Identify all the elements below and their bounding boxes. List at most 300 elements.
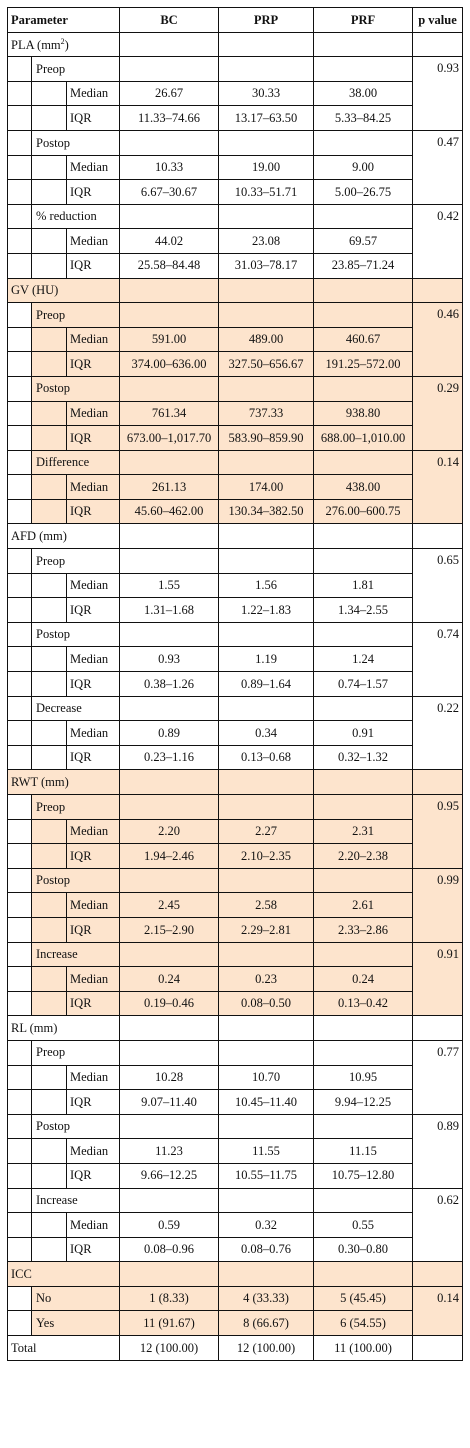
empty-cell	[120, 524, 219, 549]
empty-cell	[219, 549, 314, 574]
indent-cell	[32, 229, 67, 254]
empty-cell	[413, 32, 463, 57]
empty-cell	[413, 278, 463, 303]
value-cell: 9.94–12.25	[314, 1090, 413, 1115]
stat-label: IQR	[67, 745, 120, 770]
indent-cell	[8, 721, 32, 746]
value-cell: 0.24	[120, 967, 219, 992]
indent-cell	[8, 229, 32, 254]
indent-cell	[8, 155, 32, 180]
section-label	[8, 524, 120, 549]
indent-cell	[32, 1065, 67, 1090]
p-value: 0.62	[413, 1188, 463, 1262]
indent-cell	[32, 155, 67, 180]
indent-cell	[32, 401, 67, 426]
empty-cell	[120, 32, 219, 57]
value-cell: 327.50–656.67	[219, 352, 314, 377]
table-row	[8, 327, 463, 352]
value-cell: 23.08	[219, 229, 314, 254]
p-value: 0.46	[413, 303, 463, 377]
empty-cell	[219, 130, 314, 155]
table-row	[8, 598, 463, 623]
indent-cell	[32, 672, 67, 697]
empty-cell	[314, 278, 413, 303]
indent-cell	[8, 253, 32, 278]
indent-cell	[8, 352, 32, 377]
table-row	[8, 819, 463, 844]
value-cell: 6 (54.55)	[314, 1311, 413, 1336]
empty-cell	[120, 130, 219, 155]
subgroup-label: Preop	[32, 57, 120, 82]
empty-cell	[120, 450, 219, 475]
table-row	[8, 1188, 463, 1213]
stat-label: Median	[67, 573, 120, 598]
empty-cell	[219, 1016, 314, 1041]
subgroup-label: Postop	[32, 622, 120, 647]
table-row	[8, 647, 463, 672]
value-cell: 0.32	[219, 1213, 314, 1238]
table-row	[8, 795, 463, 820]
table-row	[8, 917, 463, 942]
value-cell: 5 (45.45)	[314, 1286, 413, 1311]
stat-label: IQR	[67, 499, 120, 524]
indent-cell	[8, 622, 32, 647]
empty-cell	[120, 1016, 219, 1041]
section-label	[8, 32, 120, 57]
value-cell: 0.19–0.46	[120, 991, 219, 1016]
table-row	[8, 229, 463, 254]
empty-cell	[314, 1262, 413, 1287]
empty-cell	[314, 130, 413, 155]
header-group-prf: PRF	[314, 8, 413, 33]
value-cell: 0.32–1.32	[314, 745, 413, 770]
value-cell: 2.15–2.90	[120, 917, 219, 942]
indent-cell	[8, 204, 32, 229]
indent-cell	[32, 1213, 67, 1238]
p-value: 0.14	[413, 450, 463, 524]
indent-cell	[32, 967, 67, 992]
value-cell: 2.58	[219, 893, 314, 918]
table-row	[8, 1040, 463, 1065]
indent-cell	[32, 598, 67, 623]
value-cell: 5.33–84.25	[314, 106, 413, 131]
value-cell: 23.85–71.24	[314, 253, 413, 278]
table-row	[8, 253, 463, 278]
category-label: Yes	[32, 1311, 120, 1336]
section-label-text: RL (mm)	[11, 1020, 58, 1035]
empty-cell	[219, 1114, 314, 1139]
stat-label: IQR	[67, 352, 120, 377]
p-value: 0.91	[413, 942, 463, 1016]
empty-cell	[413, 524, 463, 549]
table-row	[8, 303, 463, 328]
empty-cell	[413, 1262, 463, 1287]
empty-cell	[219, 524, 314, 549]
indent-cell	[32, 1237, 67, 1262]
empty-cell	[219, 1188, 314, 1213]
indent-cell	[32, 81, 67, 106]
stat-label: Median	[67, 721, 120, 746]
value-cell: 9.00	[314, 155, 413, 180]
indent-cell	[8, 1114, 32, 1139]
p-value: 0.14	[413, 1286, 463, 1335]
table-row	[8, 204, 463, 229]
empty-cell	[219, 868, 314, 893]
stat-label: Median	[67, 155, 120, 180]
stat-label: IQR	[67, 991, 120, 1016]
table-row	[8, 450, 463, 475]
empty-cell	[314, 376, 413, 401]
subgroup-label: Postop	[32, 868, 120, 893]
indent-cell	[32, 721, 67, 746]
p-value: 0.93	[413, 57, 463, 131]
subgroup-label: Postop	[32, 130, 120, 155]
table-row	[8, 1016, 463, 1041]
subgroup-label: Postop	[32, 376, 120, 401]
value-cell: 0.89	[120, 721, 219, 746]
indent-cell	[8, 475, 32, 500]
value-cell: 11.55	[219, 1139, 314, 1164]
value-cell: 11.23	[120, 1139, 219, 1164]
value-cell: 0.34	[219, 721, 314, 746]
empty-cell	[219, 32, 314, 57]
table-row	[8, 549, 463, 574]
empty-cell	[314, 32, 413, 57]
value-cell: 1.19	[219, 647, 314, 672]
table-row	[8, 426, 463, 451]
value-cell: 0.08–0.50	[219, 991, 314, 1016]
empty-cell	[413, 770, 463, 795]
table-row	[8, 893, 463, 918]
indent-cell	[8, 893, 32, 918]
indent-cell	[8, 303, 32, 328]
empty-cell	[219, 376, 314, 401]
empty-cell	[219, 57, 314, 82]
table-row	[8, 573, 463, 598]
table-row	[8, 401, 463, 426]
table-row	[8, 499, 463, 524]
table-row	[8, 942, 463, 967]
indent-cell	[8, 991, 32, 1016]
total-label: Total	[8, 1336, 120, 1361]
indent-cell	[32, 475, 67, 500]
value-cell: 0.13–0.68	[219, 745, 314, 770]
value-cell: 673.00–1,017.70	[120, 426, 219, 451]
table-row	[8, 376, 463, 401]
table-row	[8, 180, 463, 205]
value-cell: 374.00–636.00	[120, 352, 219, 377]
stat-label: IQR	[67, 672, 120, 697]
empty-cell	[120, 942, 219, 967]
section-label	[8, 1016, 120, 1041]
indent-cell	[32, 819, 67, 844]
empty-cell	[120, 1188, 219, 1213]
stat-label: IQR	[67, 180, 120, 205]
table-body	[8, 32, 463, 1360]
value-cell: 2.27	[219, 819, 314, 844]
value-cell: 11 (100.00)	[314, 1336, 413, 1361]
table-row	[8, 868, 463, 893]
indent-cell	[8, 967, 32, 992]
table-row	[8, 81, 463, 106]
value-cell: 11.33–74.66	[120, 106, 219, 131]
indent-cell	[8, 1163, 32, 1188]
header-row	[8, 8, 463, 33]
indent-cell	[8, 81, 32, 106]
value-cell: 0.23	[219, 967, 314, 992]
indent-cell	[8, 917, 32, 942]
indent-cell	[32, 106, 67, 131]
empty-cell	[314, 942, 413, 967]
stat-label: IQR	[67, 253, 120, 278]
value-cell: 12 (100.00)	[219, 1336, 314, 1361]
indent-cell	[8, 450, 32, 475]
header-pvalue: p value	[413, 8, 463, 33]
value-cell: 0.89–1.64	[219, 672, 314, 697]
value-cell: 0.55	[314, 1213, 413, 1238]
stat-label: Median	[67, 229, 120, 254]
section-label	[8, 1262, 120, 1287]
indent-cell	[32, 917, 67, 942]
empty-cell	[314, 57, 413, 82]
value-cell: 276.00–600.75	[314, 499, 413, 524]
empty-cell	[314, 303, 413, 328]
empty-cell	[219, 795, 314, 820]
value-cell: 2.45	[120, 893, 219, 918]
value-cell: 460.67	[314, 327, 413, 352]
value-cell: 6.67–30.67	[120, 180, 219, 205]
stat-label: IQR	[67, 598, 120, 623]
value-cell: 2.61	[314, 893, 413, 918]
value-cell: 1.24	[314, 647, 413, 672]
indent-cell	[8, 696, 32, 721]
indent-cell	[32, 253, 67, 278]
stat-label: Median	[67, 1139, 120, 1164]
value-cell: 0.13–0.42	[314, 991, 413, 1016]
empty-cell	[219, 942, 314, 967]
indent-cell	[32, 745, 67, 770]
indent-cell	[8, 1286, 32, 1311]
indent-cell	[8, 868, 32, 893]
category-label: No	[32, 1286, 120, 1311]
p-value: 0.42	[413, 204, 463, 278]
table-row	[8, 475, 463, 500]
empty-cell	[120, 278, 219, 303]
empty-cell	[219, 696, 314, 721]
indent-cell	[8, 1065, 32, 1090]
value-cell: 19.00	[219, 155, 314, 180]
value-cell: 688.00–1,010.00	[314, 426, 413, 451]
empty-cell	[314, 549, 413, 574]
empty-cell	[120, 1040, 219, 1065]
subgroup-label: % reduction	[32, 204, 120, 229]
empty-cell	[413, 1016, 463, 1041]
subgroup-label: Decrease	[32, 696, 120, 721]
empty-cell	[219, 770, 314, 795]
indent-cell	[32, 647, 67, 672]
empty-cell	[120, 795, 219, 820]
indent-cell	[8, 844, 32, 869]
value-cell: 0.08–0.96	[120, 1237, 219, 1262]
subgroup-label: Increase	[32, 942, 120, 967]
empty-cell	[120, 204, 219, 229]
section-label-text: AFD (mm)	[11, 529, 67, 544]
table-row	[8, 622, 463, 647]
stat-label: IQR	[67, 917, 120, 942]
value-cell: 11 (91.67)	[120, 1311, 219, 1336]
stat-label: IQR	[67, 1163, 120, 1188]
value-cell: 31.03–78.17	[219, 253, 314, 278]
value-cell: 30.33	[219, 81, 314, 106]
value-cell: 10.95	[314, 1065, 413, 1090]
table-row	[8, 1213, 463, 1238]
indent-cell	[8, 942, 32, 967]
empty-cell	[314, 1016, 413, 1041]
indent-cell	[32, 352, 67, 377]
table-row	[8, 1311, 463, 1336]
p-value: 0.74	[413, 622, 463, 696]
empty-cell	[120, 868, 219, 893]
value-cell: 489.00	[219, 327, 314, 352]
indent-cell	[8, 672, 32, 697]
header-parameter: Parameter	[8, 8, 120, 33]
empty-cell	[219, 1040, 314, 1065]
indent-cell	[8, 106, 32, 131]
empty-cell	[314, 1188, 413, 1213]
empty-cell	[314, 795, 413, 820]
header-group-prp: PRP	[219, 8, 314, 33]
table-row	[8, 1237, 463, 1262]
section-label	[8, 770, 120, 795]
empty-cell	[314, 1040, 413, 1065]
table-row	[8, 1090, 463, 1115]
indent-cell	[32, 991, 67, 1016]
value-cell: 13.17–63.50	[219, 106, 314, 131]
value-cell: 0.38–1.26	[120, 672, 219, 697]
empty-cell	[314, 868, 413, 893]
empty-cell	[314, 696, 413, 721]
indent-cell	[32, 573, 67, 598]
value-cell: 1.55	[120, 573, 219, 598]
value-cell: 4 (33.33)	[219, 1286, 314, 1311]
empty-cell	[413, 1336, 463, 1361]
stat-label: IQR	[67, 844, 120, 869]
empty-cell	[120, 57, 219, 82]
table-row	[8, 57, 463, 82]
empty-cell	[120, 303, 219, 328]
results-table	[7, 7, 463, 1361]
empty-cell	[120, 549, 219, 574]
empty-cell	[314, 204, 413, 229]
value-cell: 0.59	[120, 1213, 219, 1238]
value-cell: 10.75–12.80	[314, 1163, 413, 1188]
value-cell: 191.25–572.00	[314, 352, 413, 377]
value-cell: 0.08–0.76	[219, 1237, 314, 1262]
table-row	[8, 1336, 463, 1361]
indent-cell	[8, 1311, 32, 1336]
stat-label: Median	[67, 893, 120, 918]
table-row	[8, 1065, 463, 1090]
value-cell: 1.22–1.83	[219, 598, 314, 623]
indent-cell	[32, 893, 67, 918]
table-row	[8, 1163, 463, 1188]
stat-label: Median	[67, 967, 120, 992]
indent-cell	[8, 819, 32, 844]
indent-cell	[32, 499, 67, 524]
value-cell: 9.07–11.40	[120, 1090, 219, 1115]
table-row	[8, 1286, 463, 1311]
indent-cell	[8, 1237, 32, 1262]
indent-cell	[8, 130, 32, 155]
indent-cell	[8, 598, 32, 623]
value-cell: 0.24	[314, 967, 413, 992]
empty-cell	[120, 770, 219, 795]
indent-cell	[8, 647, 32, 672]
value-cell: 10.45–11.40	[219, 1090, 314, 1115]
stat-label: Median	[67, 81, 120, 106]
indent-cell	[8, 426, 32, 451]
table-row	[8, 106, 463, 131]
table-row	[8, 524, 463, 549]
table-row	[8, 130, 463, 155]
table-row	[8, 721, 463, 746]
empty-cell	[120, 1114, 219, 1139]
table-row	[8, 1139, 463, 1164]
stat-label: Median	[67, 475, 120, 500]
value-cell: 130.34–382.50	[219, 499, 314, 524]
subgroup-label: Preop	[32, 303, 120, 328]
value-cell: 10.70	[219, 1065, 314, 1090]
table-row	[8, 991, 463, 1016]
indent-cell	[32, 327, 67, 352]
subgroup-label: Preop	[32, 549, 120, 574]
value-cell: 591.00	[120, 327, 219, 352]
value-cell: 0.91	[314, 721, 413, 746]
table-row	[8, 352, 463, 377]
indent-cell	[8, 1139, 32, 1164]
value-cell: 44.02	[120, 229, 219, 254]
stat-label: Median	[67, 1065, 120, 1090]
table-row	[8, 844, 463, 869]
value-cell: 10.28	[120, 1065, 219, 1090]
p-value: 0.89	[413, 1114, 463, 1188]
value-cell: 25.58–84.48	[120, 253, 219, 278]
value-cell: 11.15	[314, 1139, 413, 1164]
value-cell: 761.34	[120, 401, 219, 426]
value-cell: 1.94–2.46	[120, 844, 219, 869]
table-row	[8, 672, 463, 697]
empty-cell	[219, 450, 314, 475]
table-row	[8, 32, 463, 57]
value-cell: 26.67	[120, 81, 219, 106]
value-cell: 0.74–1.57	[314, 672, 413, 697]
p-value: 0.99	[413, 868, 463, 942]
value-cell: 2.33–2.86	[314, 917, 413, 942]
empty-cell	[120, 1262, 219, 1287]
section-label-text: PLA (mm	[11, 37, 61, 52]
value-cell: 10.55–11.75	[219, 1163, 314, 1188]
stat-label: Median	[67, 401, 120, 426]
value-cell: 8 (66.67)	[219, 1311, 314, 1336]
subgroup-label: Preop	[32, 795, 120, 820]
p-value: 0.22	[413, 696, 463, 770]
table-row	[8, 155, 463, 180]
empty-cell	[120, 622, 219, 647]
indent-cell	[8, 327, 32, 352]
indent-cell	[8, 57, 32, 82]
value-cell: 261.13	[120, 475, 219, 500]
table-row	[8, 770, 463, 795]
